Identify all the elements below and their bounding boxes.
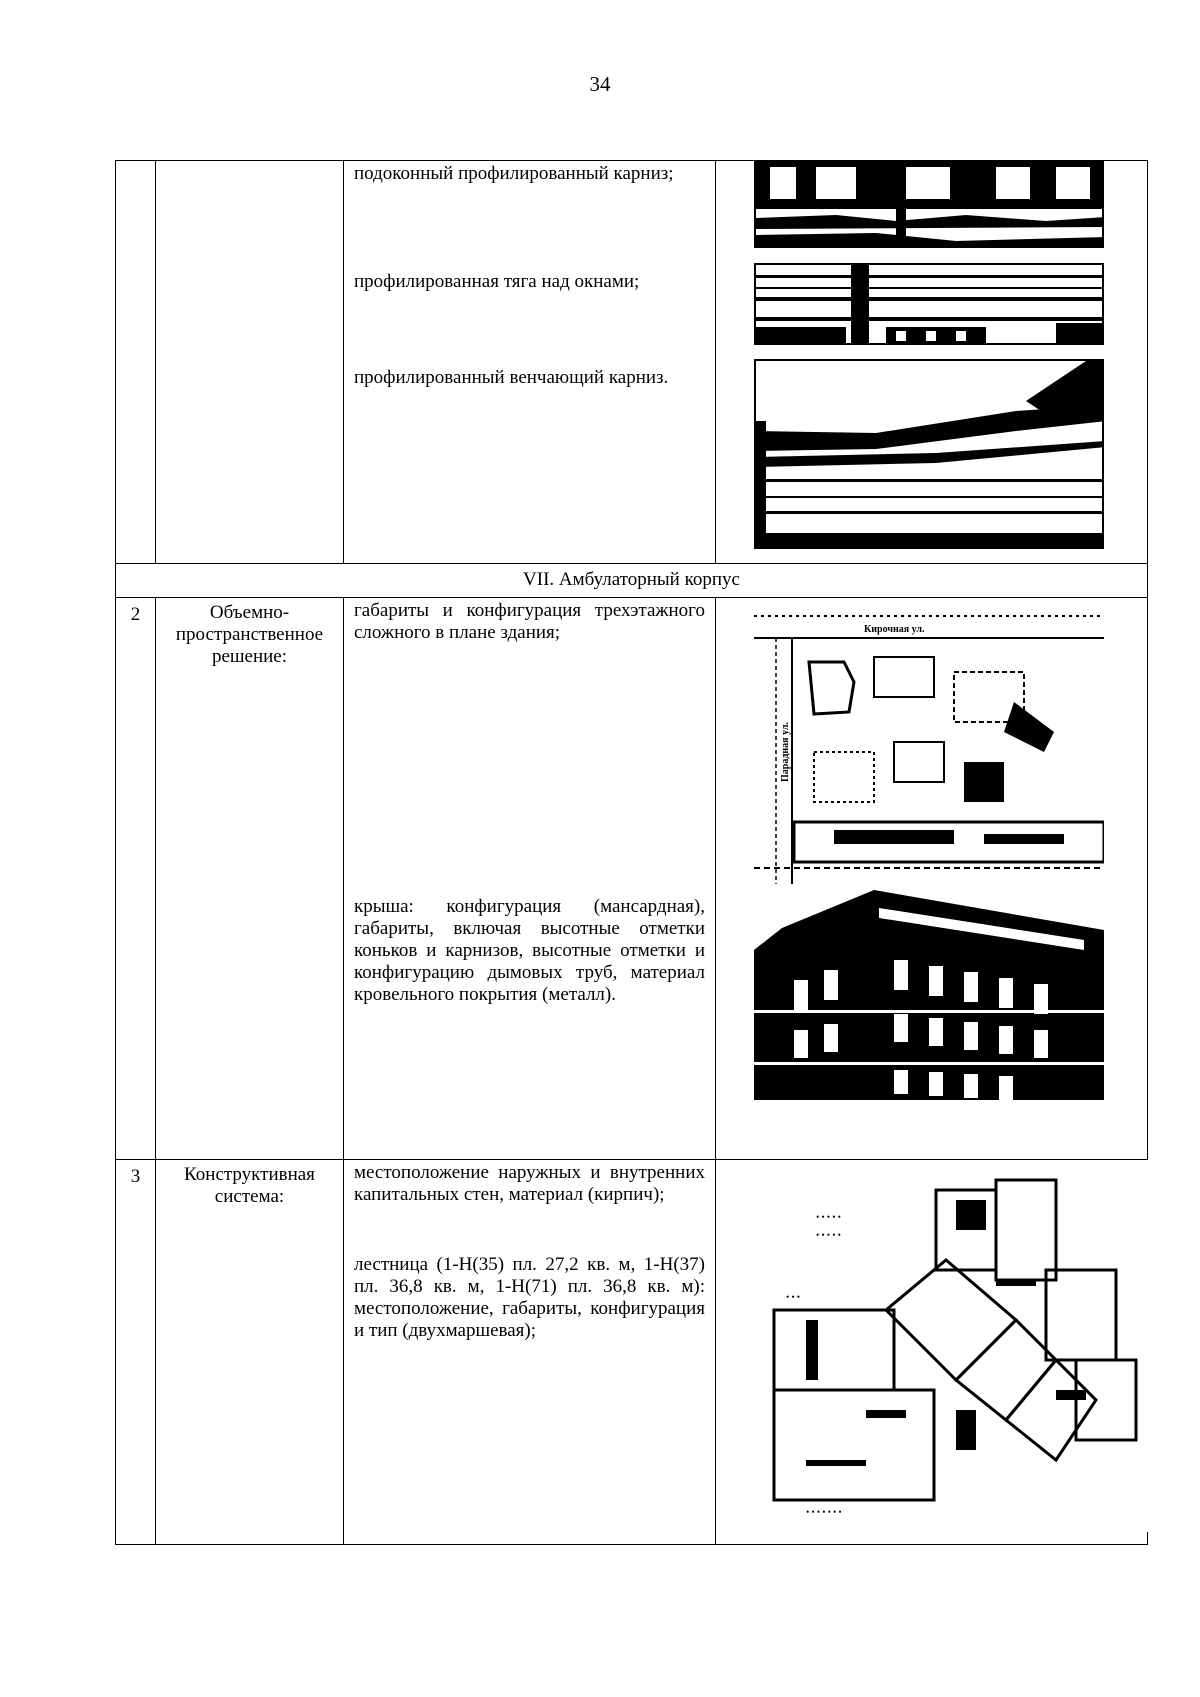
page-number: 34 — [589, 72, 611, 96]
row-number: 3 — [116, 1160, 156, 1545]
description-text: лестница (1-Н(35) пл. 27,2 кв. м, 1-Н(37) пл. 36,8 кв. м, 1-Н(71) пл. 36,8 кв. м): местоположение, габариты, конфигурация и тип (двухмаршевая); — [354, 1254, 705, 1342]
building-photo-image — [754, 890, 1104, 1110]
list-item: профилированная тяга над окнами; — [354, 271, 640, 292]
cell-description — [344, 1160, 716, 1545]
cell-images — [716, 598, 1148, 1160]
svg-text:• • • • •: • • • • • — [816, 1230, 841, 1241]
list-item: подоконный профилированный карниз; — [354, 163, 674, 184]
map-street-label-side: Парадная ул. — [780, 722, 791, 783]
description-text: габариты и конфигурация трехэтажного сложного в плане здания; — [354, 600, 705, 644]
row-number: 2 — [116, 598, 156, 1160]
row-name: Конструктивная система: — [156, 1160, 344, 1545]
cell-images — [716, 161, 1148, 564]
svg-text:• • •: • • • — [786, 1292, 800, 1303]
photo-sill-cornice — [754, 161, 1104, 248]
photo-crowning-cornice-image — [756, 361, 1104, 549]
photo-sill-cornice-image — [756, 163, 1104, 248]
table-row — [116, 598, 1148, 1160]
description-text: крыша: конфигурация (мансардная), габариты, включая высотные отметки коньков и карнизов, высотные отметки и конфигурацию дымовых труб, материал кровельного покрытия (металл). — [354, 896, 705, 1006]
table-row — [116, 1160, 1148, 1545]
cell-description — [344, 161, 716, 564]
table-row-continued — [116, 161, 1148, 564]
site-plan-map-image — [754, 602, 1104, 884]
row-name: Объемно-пространственное решение: — [156, 598, 344, 1160]
section-heading-row — [116, 564, 1148, 598]
list-item: профилированный венчающий карниз. — [354, 367, 669, 388]
building-photo — [754, 890, 1104, 1110]
site-plan-map — [754, 602, 1104, 884]
photo-crowning-cornice — [754, 359, 1104, 549]
cell-description — [344, 598, 716, 1160]
photo-window-cornice — [754, 263, 1104, 345]
floor-plan-image — [716, 1160, 1148, 1532]
cell-images — [716, 1160, 1148, 1545]
cell-number-empty — [116, 161, 156, 564]
photo-window-cornice-image — [756, 265, 1104, 345]
description-text: местоположение наружных и внутренних капитальных стен, материал (кирпич); — [354, 1162, 705, 1206]
svg-text:• • • • • • •: • • • • • • • — [806, 1507, 842, 1518]
cell-name-empty — [156, 161, 344, 564]
map-street-label-top: Кирочная ул. — [864, 624, 925, 636]
svg-text:• • • • •: • • • • • — [816, 1212, 841, 1223]
section-title: VII. Амбулаторный корпус — [116, 564, 1148, 598]
protection-subject-table — [115, 160, 1148, 1545]
floor-plan — [716, 1160, 1147, 1532]
